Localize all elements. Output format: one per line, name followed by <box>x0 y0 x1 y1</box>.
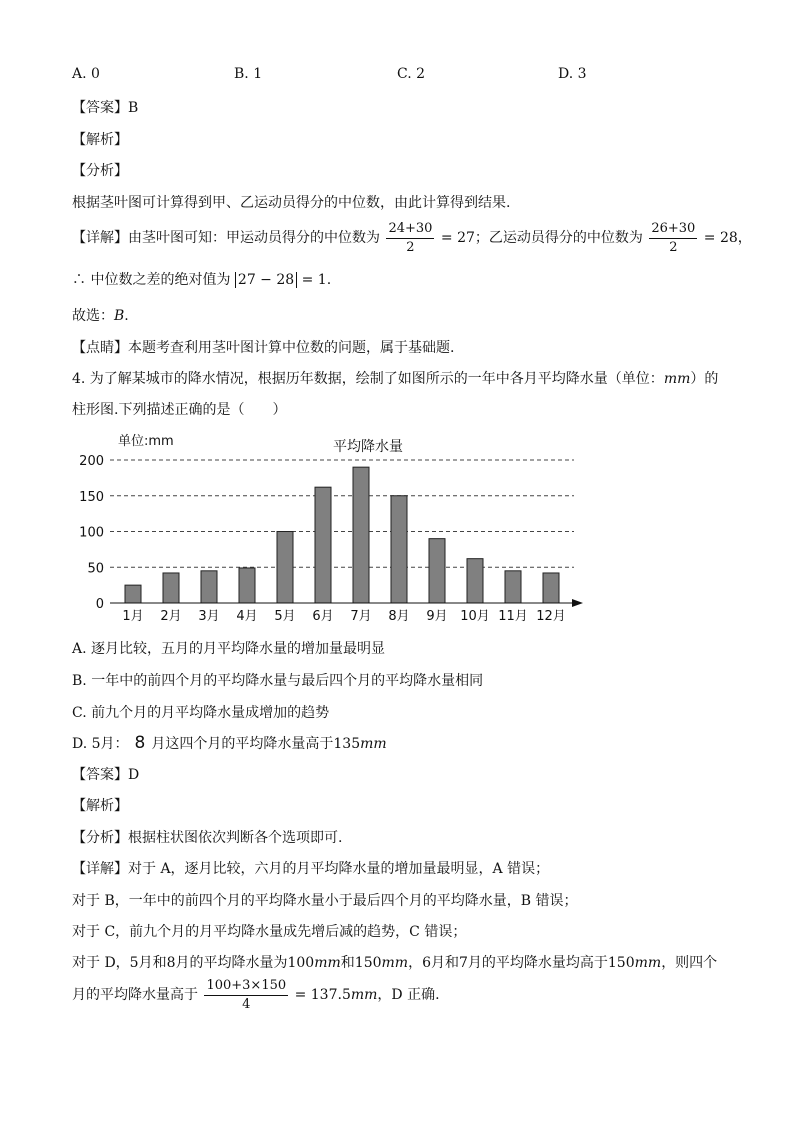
x-tick-3: 3月 <box>198 609 220 624</box>
y-tick-100: 100 <box>79 525 104 541</box>
q3-frac1-num: 24+30 <box>386 220 434 239</box>
x-tick-2: 2月 <box>160 609 182 624</box>
bar-8 <box>391 496 407 603</box>
q3-option-d: D. 3 <box>558 66 587 82</box>
q3-detail-a: 【详解】由茎叶图可知：甲运动员得分的中位数为 <box>72 230 380 246</box>
q4-d4-u3: mm <box>634 955 662 971</box>
q4-jiexi: 【解析】 <box>72 798 128 814</box>
rainfall-bar-chart <box>78 430 588 630</box>
q4-d5-eq: = 137.5 <box>294 987 351 1003</box>
q3-fraction-1 <box>386 220 434 257</box>
q3-option-c: C. 2 <box>397 66 426 82</box>
q4-d4-a: 对于 D，5月和8月的平均降水量为100 <box>72 955 315 971</box>
x-tick-12: 12月 <box>536 609 566 624</box>
q4-frac-den: 4 <box>242 996 251 1012</box>
y-tick-50: 50 <box>87 561 104 577</box>
chart-bars <box>125 467 559 603</box>
q3-eq1: = 27 <box>440 230 475 246</box>
x-tick-4: 4月 <box>236 609 258 624</box>
q3-answer: 【答案】B <box>72 100 139 116</box>
q3-option-a: A. 0 <box>72 66 100 82</box>
q4-option-c: C. 前九个月的月平均降水量成增加的趋势 <box>72 705 330 721</box>
q4-stem-line2: 柱形图.下列描述正确的是（ ） <box>72 402 287 418</box>
q4-frac-num: 100+3×150 <box>204 977 288 996</box>
bar-2 <box>163 573 179 603</box>
bar-12 <box>543 573 559 603</box>
q3-guxuan-end: . <box>124 308 129 324</box>
q4-optD-8: 8 <box>134 733 146 753</box>
q3-dianjing: 【点睛】本题考查利用茎叶图计算中位数的问题，属于基础题. <box>72 340 455 356</box>
chart-gridlines <box>110 460 574 567</box>
x-tick-6: 6月 <box>312 609 334 624</box>
q3-detail <box>72 218 752 258</box>
q3-abs-end: . <box>326 272 332 288</box>
bar-3 <box>201 571 217 603</box>
q3-fenxi-head: 【分析】 <box>72 163 128 179</box>
q3-eq2: = 28 <box>703 230 738 246</box>
q4-optD-a: D. 5月： <box>72 736 129 752</box>
q3-options <box>72 66 732 86</box>
y-tick-0: 0 <box>95 597 104 612</box>
q4-option-a: A. 逐月比较，五月的月平均降水量的增加量最明显 <box>72 641 386 657</box>
bar-11 <box>505 571 521 603</box>
q4-detail-3: 对于 C，前九个月的月平均降水量成先增后减的趋势，C 错误； <box>72 924 467 940</box>
chart-title: 平均降水量 <box>333 439 403 455</box>
q4-optD-b: 月这四个月的平均降水量高于135 <box>151 736 361 752</box>
q4-detail-1: 【详解】对于 A，逐月比较，六月的月平均降水量的增加量最明显，A 错误； <box>72 861 550 877</box>
x-tick-9: 9月 <box>426 609 448 624</box>
bar-6 <box>315 487 331 603</box>
x-tick-8: 8月 <box>388 609 410 624</box>
q4-d4-b: 和150 <box>340 955 382 971</box>
bar-5 <box>277 532 293 604</box>
q3-abs-eq: = 1 <box>301 272 327 288</box>
q3-frac1-den: 2 <box>406 239 415 255</box>
bar-10 <box>467 559 483 603</box>
q4-fenxi: 【分析】根据柱状图依次判断各个选项即可. <box>72 830 343 846</box>
x-tick-1: 1月 <box>122 609 144 624</box>
q3-jiexi: 【解析】 <box>72 132 128 148</box>
y-tick-200: 200 <box>79 454 104 469</box>
q4-detail-5 <box>72 975 440 1015</box>
y-tick-labels <box>79 454 104 612</box>
q3-abs-prefix: ∴ 中位数之差的绝对值为 <box>72 272 231 288</box>
q4-detail-2: 对于 B，一年中的前四个月的平均降水量小于最后四个月的平均降水量，B 错误； <box>72 893 578 909</box>
q3-guxuan-val: B <box>114 308 125 324</box>
q3-detail-b: ；乙运动员得分的中位数为 <box>474 230 643 246</box>
q3-abs-line <box>72 270 331 290</box>
q4-stem1-b: ）的 <box>690 371 719 387</box>
chart-ylabel: 单位:mm <box>118 434 174 449</box>
q4-option-d <box>72 733 387 754</box>
q4-detail-4 <box>72 953 717 973</box>
q4-option-b: B. 一年中的前四个月的平均降水量与最后四个月的平均降水量相同 <box>72 673 484 689</box>
x-tick-5: 5月 <box>274 609 296 624</box>
q3-detail-c: ， <box>737 230 752 246</box>
q3-guxuan <box>72 306 129 326</box>
q4-d4-u1: mm <box>314 955 341 971</box>
x-tick-10: 10月 <box>460 609 490 624</box>
q4-d4-d: ，则四个 <box>661 955 718 971</box>
q3-option-b: B. 1 <box>234 66 263 82</box>
x-tick-11: 11月 <box>498 609 528 624</box>
y-tick-150: 150 <box>79 489 104 505</box>
q4-optD-unit: mm <box>360 736 387 752</box>
q3-frac2-num: 26+30 <box>649 220 697 239</box>
q3-fenxi-text: 根据茎叶图可计算得到甲、乙运动员得分的中位数，由此计算得到结果. <box>72 195 511 211</box>
bar-4 <box>239 568 255 603</box>
x-tick-labels <box>122 609 565 624</box>
q4-stem1-unit: mm <box>663 371 691 387</box>
q3-fraction-2 <box>649 220 697 257</box>
q4-d5-end: ，D 正确. <box>377 987 440 1003</box>
q4-stem-line1 <box>72 369 718 389</box>
bar-9 <box>429 539 445 603</box>
q3-abs-expr: 27 − 28 <box>235 272 297 288</box>
q4-d5-a: 月的平均降水量高于 <box>72 987 198 1003</box>
q3-guxuan-prefix: 故选： <box>72 308 114 324</box>
q4-fraction <box>204 977 288 1014</box>
x-axis-arrow <box>572 599 583 607</box>
q4-answer: 【答案】D <box>72 767 140 783</box>
x-tick-7: 7月 <box>350 609 372 624</box>
q3-frac2-den: 2 <box>669 239 678 255</box>
q4-d5-unit: mm <box>350 987 378 1003</box>
bar-1 <box>125 585 141 603</box>
q4-d4-c: ，6月和7月的平均降水量均高于150 <box>408 955 635 971</box>
q4-d4-u2: mm <box>381 955 409 971</box>
q4-stem1-a: 4. 为了解某城市的降水情况，根据历年数据，绘制了如图所示的一年中各月平均降水量（单位： <box>72 371 664 387</box>
bar-7 <box>353 467 369 603</box>
